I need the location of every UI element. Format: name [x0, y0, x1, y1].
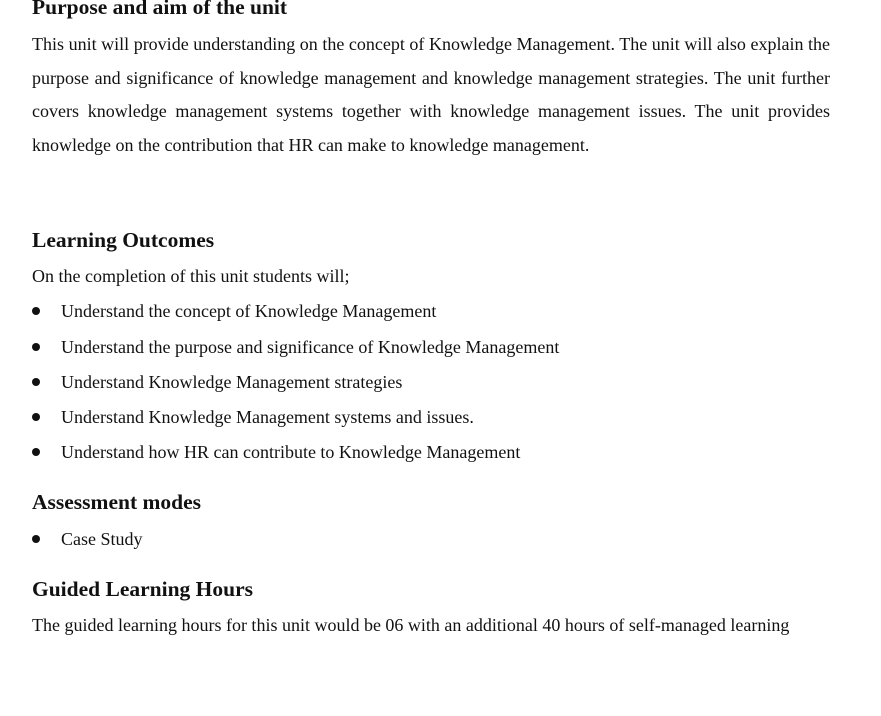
guided-hours-paragraph: The guided learning hours for this unit would be 06 with an additional 40 hours of self-managed learning [32, 615, 790, 635]
guided-hours-heading: Guided Learning Hours [32, 577, 254, 601]
list-item-text: Understand the purpose and significance of Knowledge Management [61, 337, 560, 357]
purpose-heading: Purpose and aim of the unit [32, 0, 288, 19]
bullet-icon [32, 535, 40, 543]
list-item-text: Understand Knowledge Management systems and issues. [61, 407, 474, 427]
list-item [0, 440, 881, 464]
list-item-text: Understand how HR can contribute to Knowledge Management [61, 442, 521, 462]
bullet-icon [32, 307, 40, 315]
purpose-paragraph: This unit will provide understanding on the concept of Knowledge Management. The unit will also explain the purpose and significance of knowledge management and knowledge management strategies. The unit further covers knowledge management systems together with knowledge management issues. The unit provides knowledge on the contribution that HR can make to knowledge management. [32, 34, 830, 155]
list-item [0, 335, 881, 359]
list-item [0, 527, 881, 551]
learning-outcomes-intro: On the completion of this unit students will; [32, 266, 350, 286]
assessment-heading: Assessment modes [32, 490, 202, 514]
list-item [0, 370, 881, 394]
bullet-icon [32, 413, 40, 421]
list-item-text: Understand the concept of Knowledge Management [61, 301, 437, 321]
list-item [0, 405, 881, 429]
list-item-text: Case Study [61, 529, 143, 549]
bullet-icon [32, 378, 40, 386]
bullet-icon [32, 343, 40, 351]
list-item-text: Understand Knowledge Management strategies [61, 372, 403, 392]
bullet-icon [32, 448, 40, 456]
learning-outcomes-heading: Learning Outcomes [32, 228, 215, 252]
list-item [0, 299, 881, 323]
